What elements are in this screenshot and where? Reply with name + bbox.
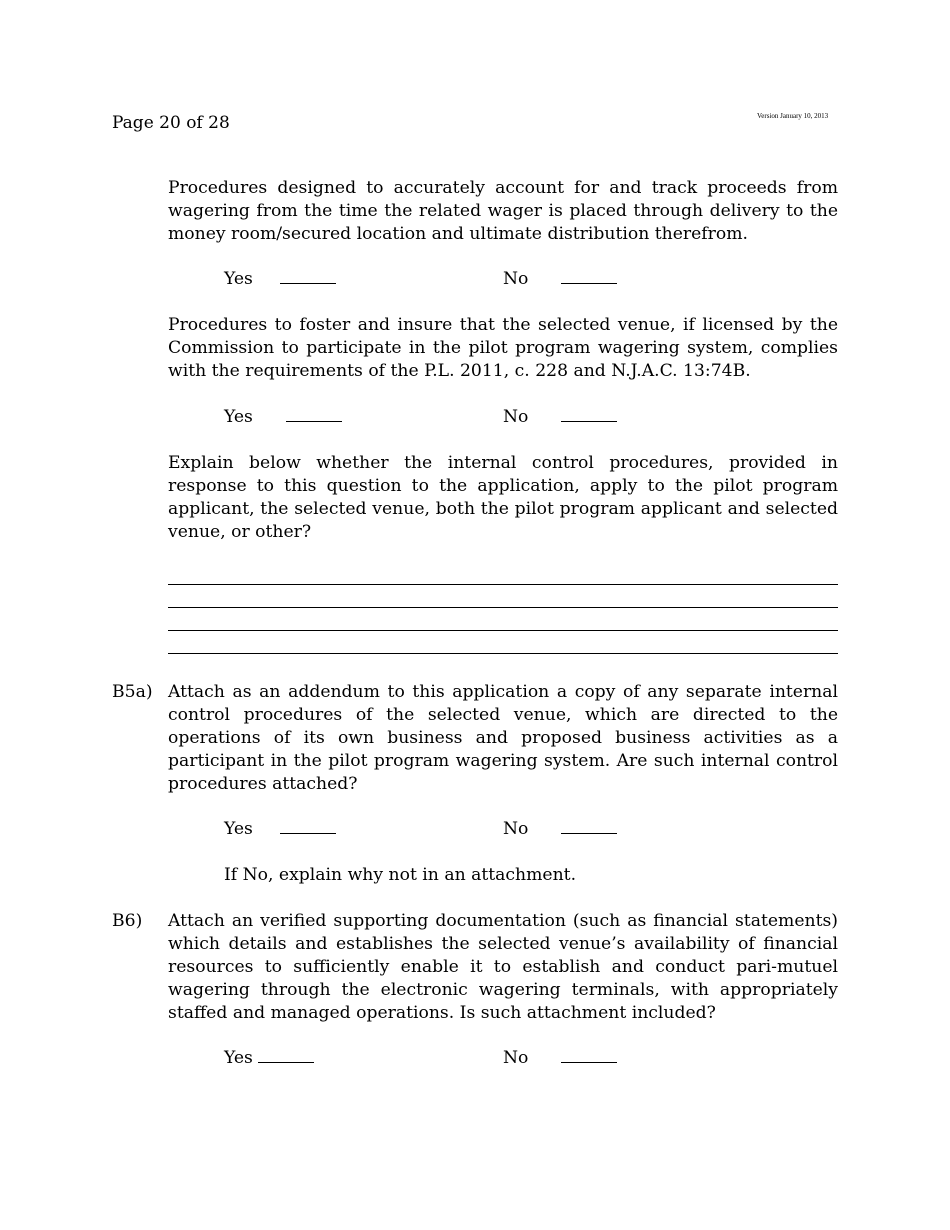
yes-label: Yes xyxy=(224,819,253,839)
no-label: No xyxy=(503,407,529,427)
yes-blank-1[interactable] xyxy=(280,268,336,284)
yes-blank-3[interactable] xyxy=(280,818,336,834)
b5a-label: B5a) xyxy=(112,682,153,702)
no-blank-1[interactable] xyxy=(561,268,617,284)
yes-option-2 xyxy=(224,406,342,429)
yes-option-4 xyxy=(224,1047,314,1070)
b5a-note: If No, explain why not in an attachment. xyxy=(224,865,577,885)
yes-label: Yes xyxy=(224,1048,253,1068)
yes-blank-2[interactable] xyxy=(286,406,342,422)
answer-line-3[interactable] xyxy=(168,630,838,631)
answer-line-4[interactable] xyxy=(168,653,838,654)
yes-option-1 xyxy=(224,268,336,291)
b6-label: B6) xyxy=(112,911,143,931)
no-blank-4[interactable] xyxy=(561,1047,617,1063)
page-number: Page 20 of 28 xyxy=(112,113,230,133)
yes-label: Yes xyxy=(224,269,253,289)
procedures-foster-text: Procedures to foster and insure that the selected venue, if licensed by the Commission to participate in the pilot program wagering system, complies with the requirements of the P.L. 2011, c. 228 and N.J.A.C. 13:74B. xyxy=(168,315,838,381)
b6-text: Attach an verified supporting documentation (such as financial statements) which details and establishes the selected venue’s availability of financial resources to sufficiently enable it to establish and conduct pari-mutuel wagering through the electronic wagering terminals, with appropriately staffed and managed operations. Is such attachment included? xyxy=(168,911,838,1023)
explain-question-text: Explain below whether the internal control procedures, provided in response to this question to the application, apply to the pilot program applicant, the selected venue, both the pilot program applicant and selected venue, or other? xyxy=(168,453,838,542)
b5a-text: Attach as an addendum to this application a copy of any separate internal control procedures of the selected venue, which are directed to the operations of its own business and proposed business activities as a participant in the pilot program wagering system. Are such internal control procedures attached? xyxy=(168,682,838,794)
no-option-2 xyxy=(503,406,617,429)
answer-line-1[interactable] xyxy=(168,584,838,585)
no-label: No xyxy=(503,1048,529,1068)
yes-option-3 xyxy=(224,818,336,841)
no-blank-3[interactable] xyxy=(561,818,617,834)
no-option-3 xyxy=(503,818,617,841)
yes-label: Yes xyxy=(224,407,253,427)
version-date: Version January 10, 2013 xyxy=(757,112,829,120)
yes-blank-4[interactable] xyxy=(258,1047,314,1063)
no-label: No xyxy=(503,269,529,289)
no-blank-2[interactable] xyxy=(561,406,617,422)
no-option-4 xyxy=(503,1047,617,1070)
answer-line-2[interactable] xyxy=(168,607,838,608)
procedures-account-text: Procedures designed to accurately account for and track proceeds from wagering from the time the related wager is placed through delivery to the money room/secured location and ultimate distribution therefrom. xyxy=(168,178,838,244)
no-option-1 xyxy=(503,268,617,291)
no-label: No xyxy=(503,819,529,839)
